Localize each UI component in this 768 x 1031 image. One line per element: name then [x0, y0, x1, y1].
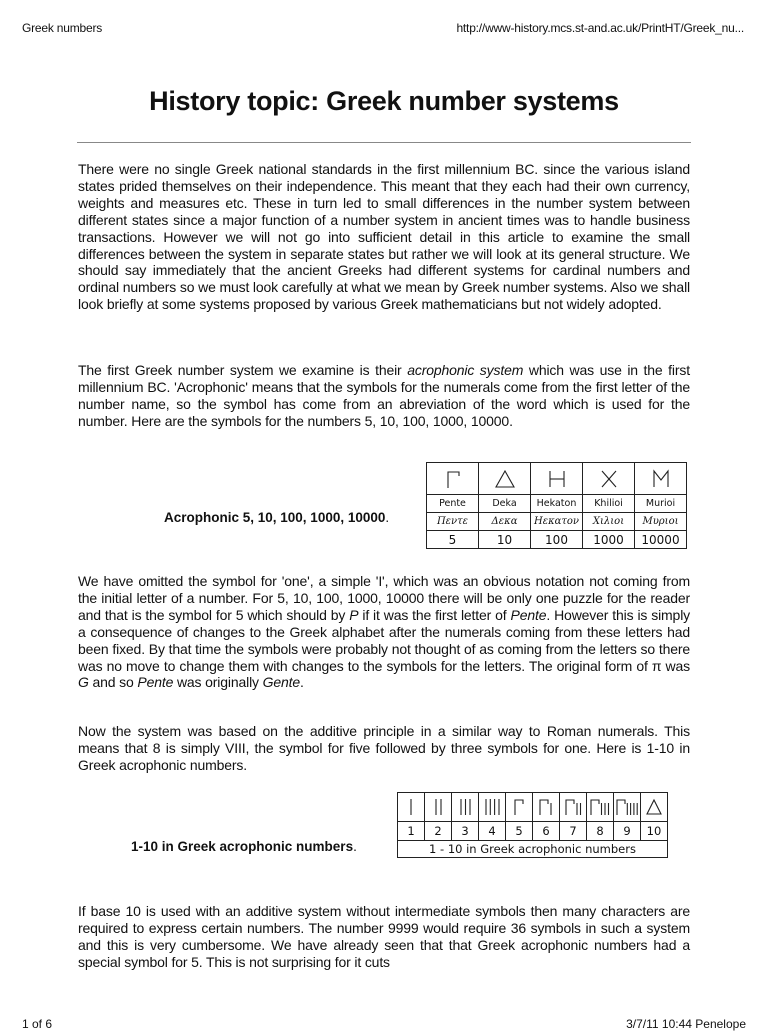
glyph-cell: [641, 793, 668, 822]
caption-text: 1-10 in Greek acrophonic numbers: [131, 839, 354, 854]
caption-text: Acrophonic 5, 10, 100, 1000, 10000: [164, 510, 386, 525]
glyph-cell: [479, 463, 531, 495]
paragraph-additive: Now the system was based on the additive principle in a similar way to Roman numerals. This means that 8 is simply VIII, the symbol for five followed by three symbols for one. Here is 1-10 in Greek acrophonic numbers.: [78, 723, 690, 773]
caption-dot: .: [353, 839, 357, 854]
print-header-url: http://www-history.mcs.st-and.ac.uk/PrintHT/Greek_nu...: [456, 21, 744, 35]
glyph-cell: [531, 463, 583, 495]
paragraph-base-ten: If base 10 is used with an additive system without intermediate symbols then many characters are required to express certain numbers. The number 9999 would require 36 symbols in such a system and this is very cumbersome. We have already seen that that Greek acrophonic numbers had a special symbol for 5. This is not surprising for it cuts: [78, 903, 690, 970]
paragraph-acrophonic: [78, 362, 690, 430]
name-cell: Pente: [427, 495, 479, 513]
value-cell: 2: [425, 822, 452, 841]
value-cell: 1: [398, 822, 425, 841]
name-cell: Hekaton: [531, 495, 583, 513]
greek-cell: Μυριοι: [635, 513, 687, 531]
tally-2-icon: [434, 799, 443, 815]
value-cell: 5: [506, 822, 533, 841]
value-cell: 1000: [583, 531, 635, 549]
value-cell: 10: [641, 822, 668, 841]
pente-9-icon: [616, 799, 639, 815]
glyph-cell: [427, 463, 479, 495]
value-cell: 100: [531, 531, 583, 549]
text-run: if it was the first letter of: [358, 606, 511, 623]
glyph-cell: [452, 793, 479, 822]
emphasis: G: [78, 674, 89, 691]
tally-3-icon: [459, 799, 472, 815]
emphasis: Pente: [137, 674, 174, 691]
glyph-cell: [635, 463, 687, 495]
text-run: . However this is simply a consequence of changes to the Greek alphabet after the numerals coming from these letters had been fixed. By that time the symbols were probably not thought of as coming from the letters so there was no move to change them with changes to the symbols for the letters. The original form of π was: [78, 606, 691, 674]
value-row: [398, 822, 668, 841]
one-to-ten-table: [397, 792, 668, 858]
title-divider: [77, 142, 691, 143]
tally-1-icon: [409, 799, 413, 815]
glyph-cell: [614, 793, 641, 822]
glyph-cell: [506, 793, 533, 822]
name-row: [427, 495, 687, 513]
greek-cell: Ηεκατον: [531, 513, 583, 531]
greek-cell: Δεκα: [479, 513, 531, 531]
value-cell: 9: [614, 822, 641, 841]
glyph-cell: [398, 793, 425, 822]
eta-glyph-icon: [548, 470, 566, 488]
emphasis: Gente: [262, 674, 301, 691]
delta-glyph-icon: [495, 470, 515, 488]
print-timestamp: 3/7/11 10:44 Penelope: [626, 1017, 746, 1031]
page-counter: 1 of 6: [22, 1017, 53, 1031]
emphasis: Pente: [510, 606, 547, 623]
pente-7-icon: [565, 799, 582, 815]
glyph-cell: [479, 793, 506, 822]
pente-glyph-icon: [446, 470, 460, 488]
value-cell: 5: [427, 531, 479, 549]
emphasis: P: [349, 606, 359, 623]
glyph-cell: [533, 793, 560, 822]
name-cell: Khilioi: [583, 495, 635, 513]
glyph-row: [427, 463, 687, 495]
glyph-cell: [425, 793, 452, 822]
emphasis-acrophonic-system: acrophonic system: [407, 362, 524, 378]
greek-cell: Πεντε: [427, 513, 479, 531]
text-run: which was use in the first millennium BC. 'Acrophonic' means that the symbols for the numerals come from the first letter of the number name, so the symbol has come from an abreviation of the word which is used for the number. Here are the symbols for the numbers 5, 10, 100, 1000, 10000.: [78, 362, 690, 429]
glyph-row: [398, 793, 668, 822]
value-row: [427, 531, 687, 549]
greek-row: [427, 513, 687, 531]
text-run: and so: [88, 674, 138, 691]
pente-6-icon: [539, 799, 553, 815]
value-cell: 3: [452, 822, 479, 841]
table-caption-one-to-ten: [131, 839, 357, 854]
value-cell: 7: [560, 822, 587, 841]
acrophonic-symbols-table: [426, 462, 687, 549]
page-title: History topic: Greek number systems: [149, 86, 619, 116]
delta-10-icon: [646, 799, 662, 815]
mu-glyph-icon: [652, 470, 670, 488]
name-cell: Deka: [479, 495, 531, 513]
table-footer-row: [398, 841, 668, 858]
glyph-cell: [560, 793, 587, 822]
glyph-cell: [587, 793, 614, 822]
value-cell: 6: [533, 822, 560, 841]
pente-5-icon: [514, 799, 524, 815]
print-header-title: Greek numbers: [22, 21, 103, 35]
value-cell: 10000: [635, 531, 687, 549]
caption-dot: .: [385, 510, 390, 525]
value-cell: 8: [587, 822, 614, 841]
value-cell: 4: [479, 822, 506, 841]
name-cell: Murioi: [635, 495, 687, 513]
paragraph-omitted-one: [78, 573, 690, 691]
text-run: was originally: [173, 674, 263, 691]
table-caption-acrophonic: [164, 510, 389, 525]
glyph-cell: [583, 463, 635, 495]
text-run: .: [300, 674, 304, 691]
value-cell: 10: [479, 531, 531, 549]
greek-cell: Χιλιοι: [583, 513, 635, 531]
tally-4-icon: [484, 799, 501, 815]
text-run: The first Greek number system we examine is their: [78, 362, 408, 378]
chi-glyph-icon: [600, 470, 618, 488]
table-footer-caption: 1 - 10 in Greek acrophonic numbers: [398, 841, 668, 858]
text-run: We have omitted the symbol for 'one', a simple 'I', which was an obvious notation not coming from the initial letter of a number. For 5, 10, 100, 1000, 10000 there will be only one puzzle for the reader and that is the symbol for 5 which should by: [78, 573, 690, 623]
pente-8-icon: [590, 799, 610, 815]
paragraph-intro: There were no single Greek national standards in the first millennium BC. since the various island states prided themselves on their independence. This meant that they each had their own currency, weights and measures etc. These in turn led to small differences in the number system between different states since a major function of a number system in ancient times was to handle business transactions. However we will not go into sufficient detail in this article to examine the small differences between the system in separate states but rather we will look at its general structure. We should say immediately that the ancient Greeks had different systems for cardinal numbers and ordinal numbers so we must look carefully at what we mean by Greek number systems. Also we shall look briefly at some systems proposed by various Greek mathematicians but not widely adopted.: [78, 161, 690, 313]
